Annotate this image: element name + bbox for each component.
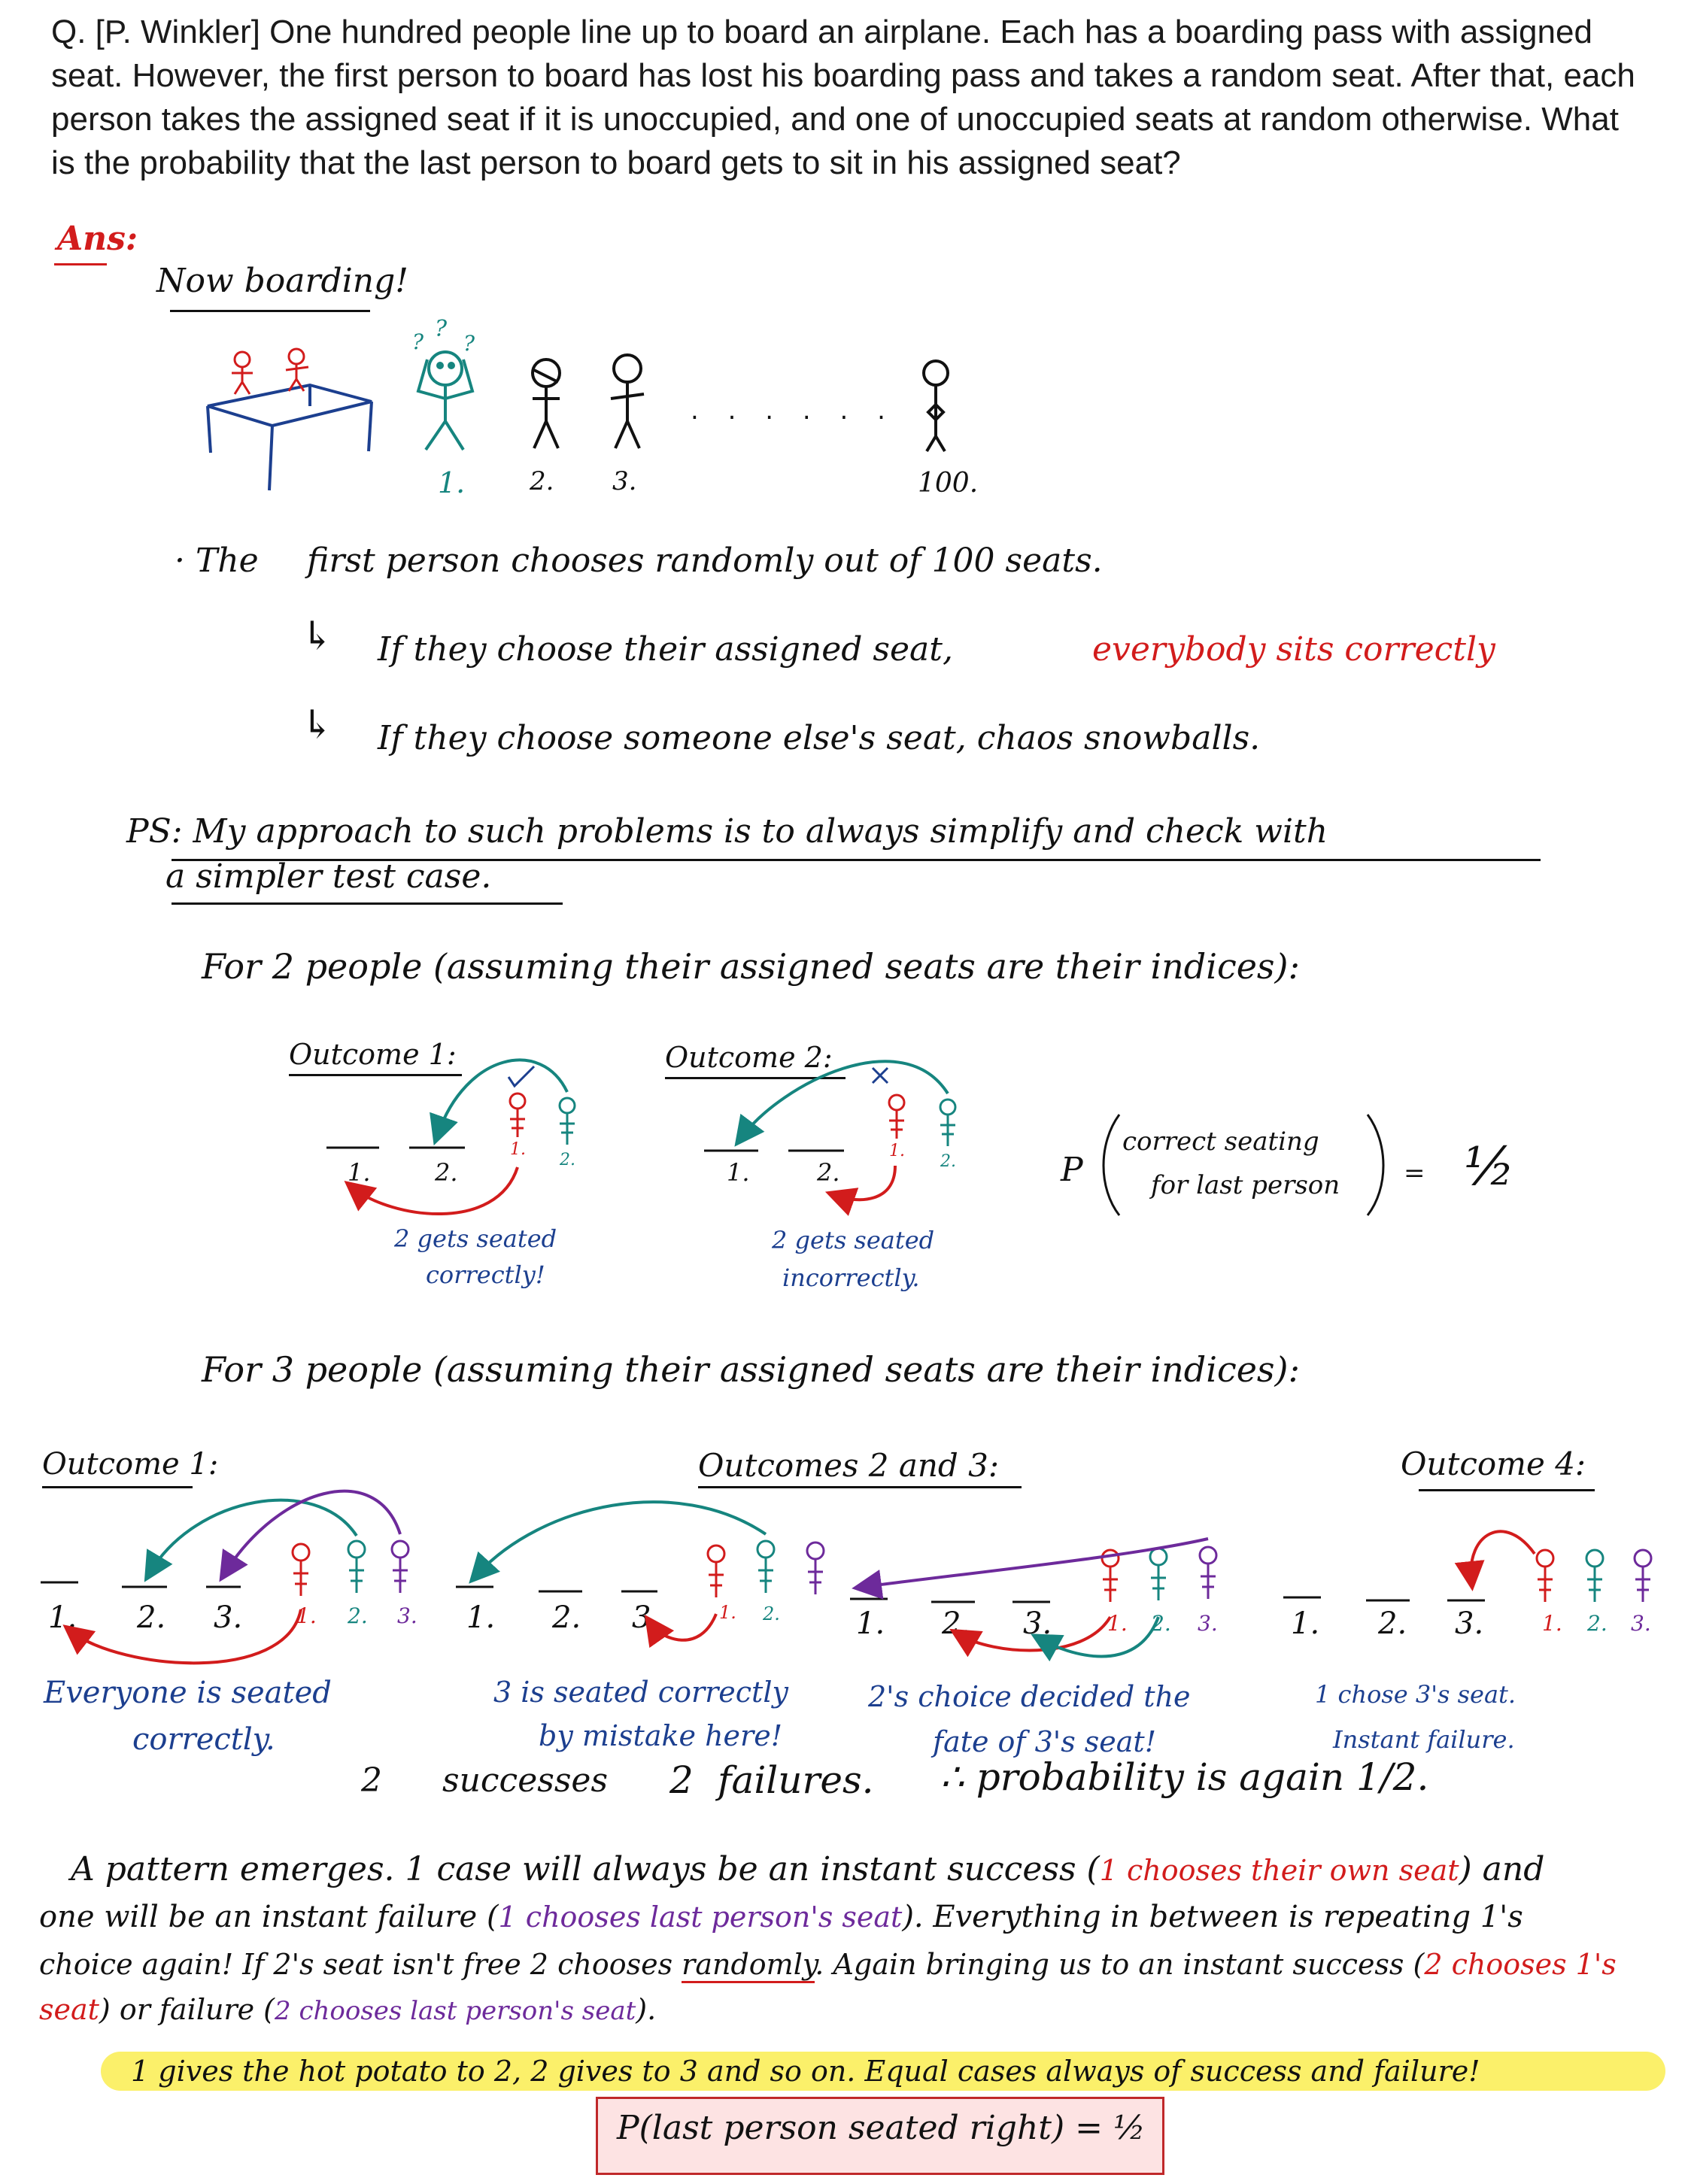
three-outcome4-title: Outcome 4: [1401, 1445, 1586, 1482]
gd-person-1: 1. [1542, 1611, 1562, 1636]
two-o2-person-1: 1. [889, 1142, 905, 1160]
note-outcome2-line1: 3 is seated correctly [493, 1676, 788, 1709]
gb-seat-2: 2. [552, 1600, 581, 1635]
three-seat-lines [41, 1582, 1485, 1602]
ga-seat-2: 2. [137, 1600, 166, 1635]
ans-label: Ans: [57, 220, 138, 258]
ga-seat-3: 3. [214, 1600, 243, 1635]
gb-red-arrow [651, 1614, 716, 1640]
two-o1-note-line1: 2 gets seated [394, 1224, 557, 1253]
prob-equals: = [1404, 1158, 1425, 1188]
gd-person-2: 2. [1587, 1611, 1608, 1636]
summary-count2: 2 [669, 1758, 694, 1802]
two-o1-red-arrow [354, 1167, 518, 1214]
note-outcome1-line1: Everyone is seated [44, 1676, 332, 1710]
two-o2-cross [873, 1068, 888, 1083]
final-answer-text: P(last person seated right) = ½ [617, 2109, 1146, 2147]
gc-person-2: 2. [1151, 1611, 1171, 1636]
gb-person-1: 1. [719, 1602, 736, 1623]
reasoning-line1: first person chooses randomly out of 100 seats. [307, 541, 1103, 580]
prob-value: ½ [1464, 1136, 1515, 1197]
gc-red-arrow [960, 1617, 1110, 1650]
two-o2-red-arrow [836, 1166, 895, 1200]
person-label-1: 1. [438, 466, 466, 499]
ps-line1: PS: My approach to such problems is to always simplify and check with [126, 812, 1328, 851]
person-3-figure [611, 355, 644, 448]
branch1-text: If they choose their assigned seat, [378, 630, 953, 669]
two-o2-seat-2: 2. [817, 1158, 840, 1187]
person-1-figure [418, 352, 472, 450]
boarding-dots: . . . . . . [691, 396, 896, 426]
two-people-heading: For 2 people (assuming their assigned seats are their indices): [202, 946, 1300, 987]
gc-teal-arrow [1041, 1617, 1158, 1657]
three-outcomes23-title: Outcomes 2 and 3: [698, 1447, 1000, 1484]
three-outcome1-title: Outcome 1: [42, 1447, 219, 1482]
gd-seat-2: 2. [1378, 1606, 1407, 1641]
gc-purple-arrow [864, 1539, 1208, 1587]
question-mark-2: ? [435, 316, 448, 342]
two-outcome1-title: Outcome 1: [289, 1038, 457, 1071]
summary-rest: ∴ probability is again 1/2. [940, 1755, 1429, 1799]
ps-line2: a simpler test case. [165, 857, 492, 896]
gc-person-1: 1. [1107, 1611, 1128, 1636]
summary-word2: failures. [718, 1758, 874, 1802]
branch1-red-text: everybody sits correctly [1092, 630, 1495, 669]
branch-arrow-2: ↳ [301, 702, 334, 748]
gc-seat-1: 1. [856, 1606, 885, 1641]
gc-seat-2: 2. [942, 1606, 971, 1641]
branch2-text: If they choose someone else's seat, chaos snowballs. [378, 719, 1261, 757]
reasoning-bullet: · The [175, 541, 259, 580]
person-label-3: 3. [612, 466, 637, 496]
ga-person-3: 3. [397, 1603, 417, 1628]
summary-count1: 2 [361, 1761, 382, 1800]
gd-person-3: 3. [1631, 1611, 1651, 1636]
gd-seat-1: 1. [1291, 1606, 1320, 1641]
two-o1-figures [510, 1094, 575, 1145]
prob-p: P [1061, 1151, 1083, 1189]
gb-seat-1: 1. [466, 1600, 496, 1635]
three-people-heading: For 3 people (assuming their assigned seats are their indices): [202, 1349, 1300, 1390]
conclusion-highlight-text: 1 gives the hot potato to 2, 2 gives to 3 and so on. Equal cases always of success and failure! [131, 2055, 1480, 2088]
question-mark-3: ? [463, 331, 475, 356]
pattern-line1: A pattern emerges. 1 case will always be an instant success (1 chooses their own seat) and [71, 1850, 1545, 1888]
prob-right-paren [1368, 1115, 1383, 1215]
note-outcome4-line2: Instant failure. [1333, 1725, 1515, 1754]
ga-person-2: 2. [348, 1603, 368, 1628]
two-o2-teal-arrow [742, 1061, 948, 1137]
gd-seat-3: 3. [1455, 1606, 1484, 1641]
person-2-figure [533, 359, 560, 448]
note-outcome3-line1: 2's choice decided the [868, 1680, 1191, 1713]
pattern-line3: choice again! If 2's seat isn't free 2 chooses randomly. Again bringing us to an instant success (2 chooses 1's [39, 1948, 1617, 1981]
summary-word1: successes [442, 1761, 609, 1800]
prob-inner-line1: correct seating [1122, 1127, 1319, 1157]
prob-inner-line2: for last person [1151, 1170, 1340, 1200]
ga-person-1: 1. [296, 1603, 317, 1628]
two-o2-note-line2: incorrectly. [782, 1263, 920, 1292]
two-seat-lines [326, 1148, 844, 1151]
gb-person-2: 2. [763, 1603, 780, 1624]
gd-red-arrow [1471, 1531, 1535, 1579]
two-o1-seat-2: 2. [435, 1158, 458, 1187]
ga-red-arrow [72, 1609, 301, 1663]
branch-arrow-1: ↳ [301, 614, 334, 659]
person-100-figure [924, 361, 948, 451]
gb-teal-arrow [477, 1502, 766, 1575]
two-o1-check [509, 1066, 534, 1086]
two-o2-note-line1: 2 gets seated [772, 1226, 935, 1254]
note-outcome3-line2: fate of 3's seat! [933, 1725, 1156, 1758]
ga-seat-1: 1. [48, 1600, 77, 1635]
person-label-2: 2. [530, 466, 554, 496]
two-outcome2-title: Outcome 2: [665, 1041, 833, 1074]
two-o1-person-2: 2. [560, 1151, 575, 1169]
two-o2-person-2: 2. [940, 1152, 956, 1171]
gc-seat-3: 3. [1023, 1606, 1052, 1641]
gb-seat-3: 3. [632, 1600, 661, 1635]
two-o1-person-1: 1. [510, 1140, 526, 1159]
question-text: Q. [P. Winkler] One hundred people line up to board an airplane. Each has a boarding pass with assigned seat. However, the first person to board has lost his boarding pass and takes a random seat. After that, each person takes the assigned seat if it is unoccupied, and one of unoccupied seats at random otherwise. What is the probability that the last person to board gets to sit in his assigned seat? [51, 14, 1635, 181]
prob-left-paren [1104, 1115, 1119, 1215]
two-o1-teal-arrow [438, 1060, 567, 1134]
two-o1-note-line2: correctly! [426, 1260, 545, 1289]
question-mark-1: ? [412, 329, 424, 354]
two-o2-figures [889, 1095, 955, 1146]
note-outcome4-line1: 1 chose 3's seat. [1315, 1680, 1516, 1709]
two-o2-seat-1: 1. [727, 1158, 750, 1187]
three-figures [293, 1541, 1651, 1602]
boarding-title: Now boarding! [156, 262, 408, 300]
note-outcome2-line2: by mistake here! [539, 1719, 782, 1752]
table-drawing [208, 385, 372, 490]
gc-person-3: 3. [1198, 1611, 1218, 1636]
pattern-line2: one will be an instant failure (1 chooses last person's seat). Everything in between is repeating 1's [39, 1900, 1523, 1934]
pattern-line4: seat) or failure (2 chooses last person's seat). [39, 1993, 657, 2026]
person-label-100: 100. [918, 468, 979, 499]
two-o1-seat-1: 1. [348, 1158, 371, 1187]
note-outcome1-line2: correctly. [132, 1722, 275, 1757]
